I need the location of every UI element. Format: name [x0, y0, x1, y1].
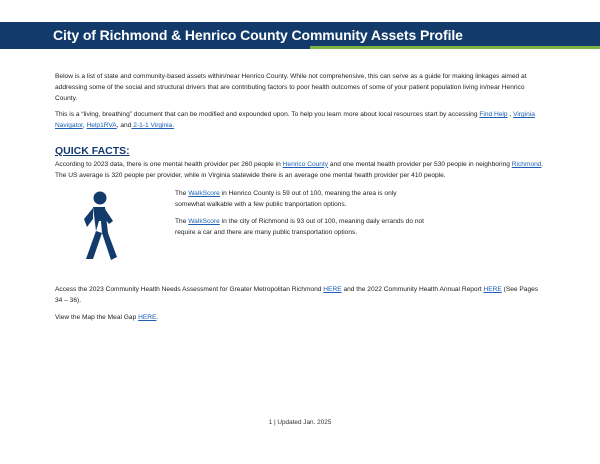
- header-stripe-green: [310, 46, 600, 49]
- document-body: [55, 72, 545, 330]
- meal-gap-here-link[interactable]: HERE: [138, 313, 157, 321]
- richmond-link[interactable]: Richmond: [511, 160, 542, 168]
- walkscore-text: [175, 189, 425, 244]
- intro-paragraph: Below is a list of state and community-based assets within/near Henrico County. While not comprehensive, this can serve as a guide for making linkages aimed at addressing some of the social and structural drivers that are contributing factors to poor health outcomes of some of your patient population living in/near Henrico County.: [55, 73, 527, 102]
- page-title: City of Richmond & Henrico County Community Assets Profile: [53, 27, 463, 43]
- walkscore-link-henrico[interactable]: WalkScore: [188, 190, 220, 198]
- resources-paragraph: This is a “living, breathing” document that can be modified and expounded upon. To help you learn more about local resources start by accessing Find Help , Virginia Navigator, Help1RVA, and 2-1-1 Virginia.: [55, 111, 535, 130]
- walkscore-link-richmond[interactable]: WalkScore: [188, 217, 220, 225]
- meal-gap-paragraph: View the Map the Meal Gap HERE.: [55, 313, 159, 321]
- virginia-211-link[interactable]: 2-1-1 Virginia.: [131, 122, 175, 130]
- henrico-county-link[interactable]: Henrico County: [282, 160, 329, 168]
- henrico-walkscore: The WalkScore in Henrico County is 59 out of 100, meaning the area is only somewhat walkable with a few public tranportation options.: [175, 190, 397, 209]
- virginia-navigator-link[interactable]: Virginia Navigator: [55, 111, 535, 130]
- find-help-link[interactable]: Find Help: [479, 111, 508, 119]
- pedestrian-icon: [75, 191, 119, 261]
- walkscore-section: [55, 187, 545, 285]
- title-bar: [0, 22, 600, 46]
- chna-here-link[interactable]: HERE: [323, 286, 342, 294]
- assessment-paragraph: Access the 2023 Community Health Needs Assessment for Greater Metropolitan Richmond HERE and the 2022 Community Health Annual Report HERE (See Pages 34 – 36).: [55, 286, 539, 305]
- mental-health-paragraph: According to 2023 data, there is one mental health provider per 260 people in Henrico County and one mental health provider per 530 people in neighboring Richmond. The US average is 320 people per provider, while in Virginia statewide there is an average one mental health provider per 410 people.: [55, 160, 544, 179]
- quick-facts-heading: QUICK FACTS:: [55, 144, 130, 157]
- help1rva-link[interactable]: Help1RVA: [86, 122, 117, 130]
- annual-report-here-link[interactable]: HERE: [483, 286, 502, 294]
- richmond-walkscore: The WalkScore in the city of Richmond is 93 out of 100, meaning daily errands do not require a car and there are many public transportation options.: [175, 217, 425, 236]
- page-footer: 1 | Updated Jan. 2025: [268, 419, 332, 426]
- header-stripe-blue: [0, 46, 310, 49]
